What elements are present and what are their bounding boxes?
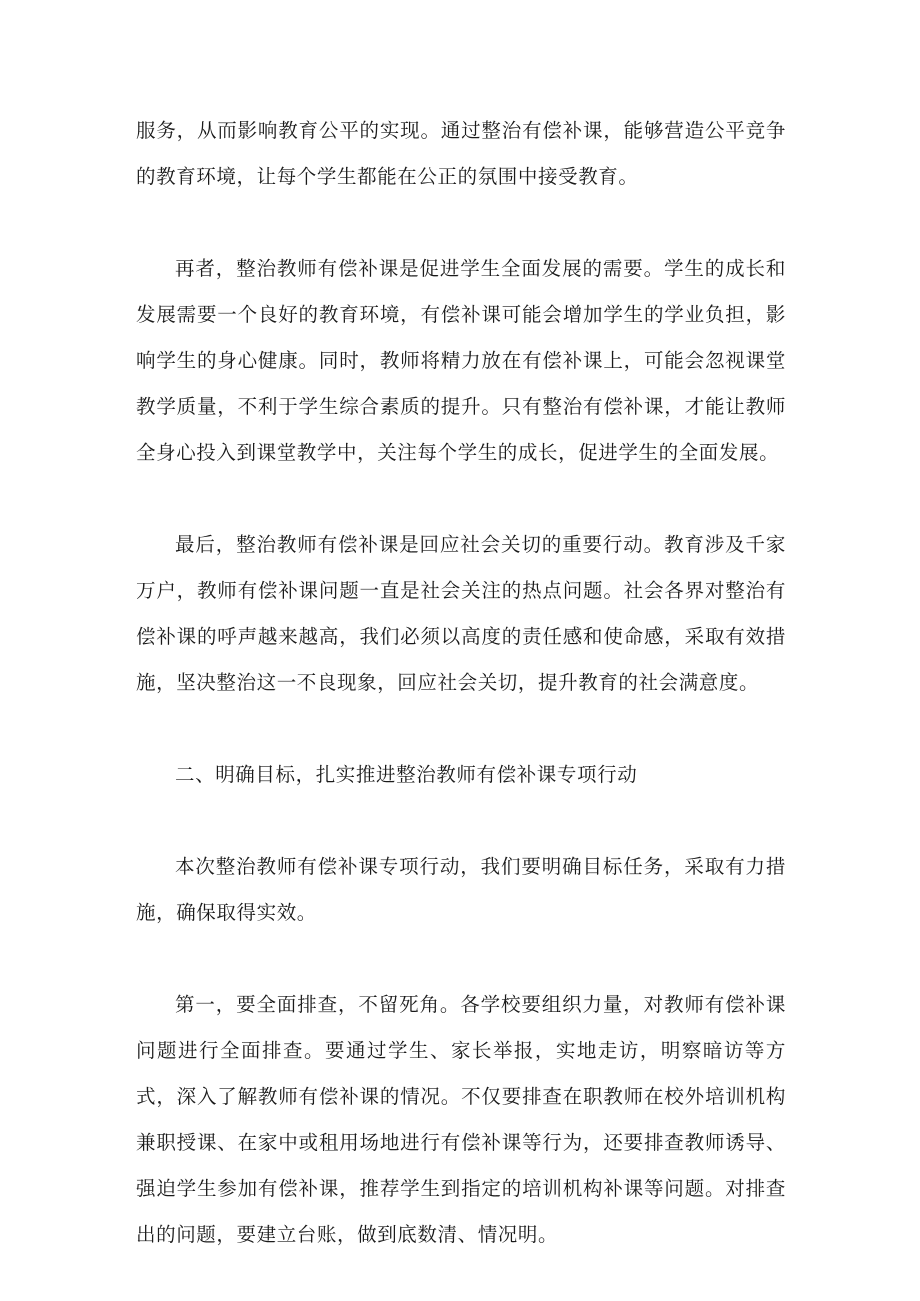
paragraph-gap	[136, 936, 786, 982]
paragraph-continuation: 服务，从而影响教育公平的实现。通过整治有偿补课，能够营造公平竞争的教育环境，让每个学生都能在公正的氛围中接受教育。	[136, 119, 786, 188]
document-body	[136, 108, 786, 1258]
paragraph-student-development: 再者，整治教师有偿补课是促进学生全面发展的需要。学生的成长和发展需要一个良好的教育环境，有偿补课可能会增加学生的学业负担，影响学生的身心健康。同时，教师将精力放在有偿补课上，可能会忽视课堂教学质量，不利于学生综合素质的提升。只有整治有偿补课，才能让教师全身心投入到课堂教学中，关注每个学生的成长，促进学生的全面发展。	[136, 257, 786, 464]
paragraph-social-concern: 最后，整治教师有偿补课是回应社会关切的重要行动。教育涉及千家万户，教师有偿补课问题一直是社会关注的热点问题。社会各界对整治有偿补课的呼声越来越高，我们必须以高度的责任感和使命感，采取有效措施，坚决整治这一不良现象，回应社会关切，提升教育的社会满意度。	[136, 533, 786, 694]
paragraph-gap	[136, 798, 786, 844]
section-heading: 二、明确目标，扎实推进整治教师有偿补课专项行动	[175, 763, 638, 786]
paragraph-gap	[136, 200, 786, 246]
paragraph-goals: 本次整治教师有偿补课专项行动，我们要明确目标任务，采取有力措施，确保取得实效。	[136, 855, 786, 924]
paragraph-gap	[136, 706, 786, 752]
paragraph-first-measure: 第一，要全面排查，不留死角。各学校要组织力量，对教师有偿补课问题进行全面排查。要通过学生、家长举报，实地走访，明察暗访等方式，深入了解教师有偿补课的情况。不仅要排查在职教师在校外培训机构兼职授课、在家中或租用场地进行有偿补课等行为，还要排查教师诱导、强迫学生参加有偿补课，推荐学生到指定的培训机构补课等问题。对排查出的问题，要建立台账，做到底数清、情况明。	[136, 993, 786, 1246]
paragraph-gap	[136, 476, 786, 522]
